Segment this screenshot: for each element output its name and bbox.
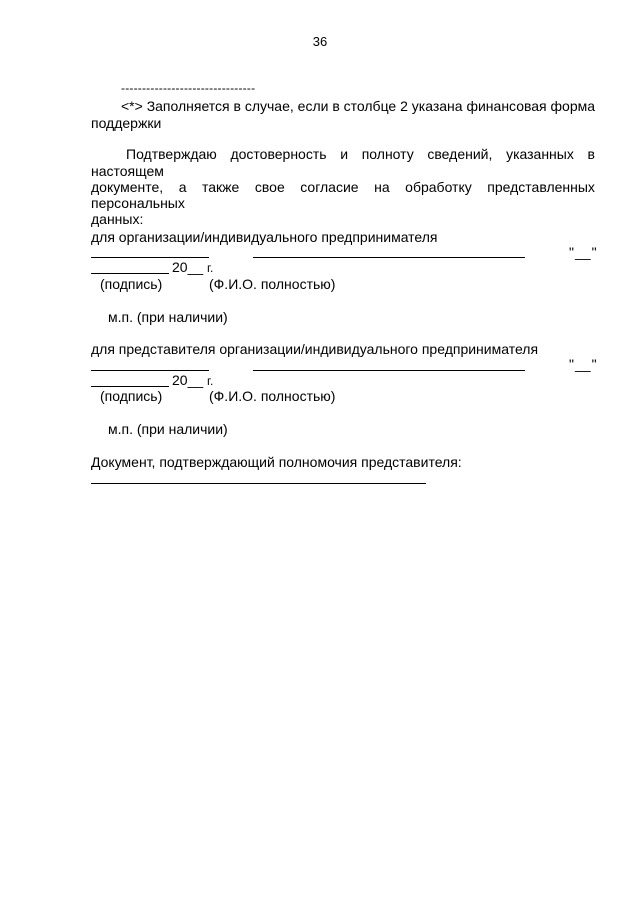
consent-line-4: персональных [91, 195, 185, 211]
consent-word: представленных [487, 179, 595, 195]
org-signature-label: (подпись) [100, 276, 163, 292]
org-stamp: м.п. (при наличии) [108, 309, 228, 325]
rep-stamp: м.п. (при наличии) [108, 421, 228, 437]
rep-signature-line [91, 370, 209, 371]
org-date-quote [569, 244, 597, 260]
quote-close: " [591, 356, 597, 372]
rep-heading: для представителя организации/индивидуального предпринимателя [91, 341, 539, 357]
consent-word: Подтверждаю [126, 146, 217, 162]
org-heading: для организации/индивидуального предпринимателя [91, 229, 438, 245]
quote-dash: __ [574, 244, 591, 260]
consent-word: свое [254, 179, 285, 195]
consent-word: достоверность [230, 146, 327, 162]
footnote-separator: -------------------------------- [121, 81, 256, 95]
page-number: 36 [312, 34, 328, 49]
year-prefix: 20__ [172, 372, 204, 388]
rep-signature-label: (подпись) [100, 388, 163, 404]
year-suffix: г. [207, 374, 214, 388]
consent-word: в [587, 146, 595, 162]
rep-date-quote [569, 356, 597, 372]
authority-label: Документ, подтверждающий полномочия представителя: [91, 454, 462, 470]
org-year [172, 259, 213, 276]
consent-line-1 [126, 146, 595, 162]
quote-open: " [569, 356, 574, 372]
org-signature-line [91, 257, 209, 258]
consent-word: а [178, 179, 187, 195]
footnote-text-line1: <*> Заполняется в случае, если в столбце 2 указана финансовая форма [121, 98, 596, 114]
consent-word: обработку [405, 179, 472, 195]
consent-word: на [374, 179, 390, 195]
consent-word: и [340, 146, 349, 162]
rep-year [172, 372, 213, 389]
consent-word: сведений, [427, 146, 493, 162]
quote-dash: __ [574, 356, 591, 372]
authority-line [91, 483, 426, 484]
consent-line-2: настоящем [91, 163, 164, 179]
consent-word: согласие [300, 179, 359, 195]
year-prefix: 20__ [172, 259, 204, 275]
quote-close: " [591, 244, 597, 260]
consent-word: указанных [506, 146, 574, 162]
rep-name-label: (Ф.И.О. полностью) [209, 388, 336, 404]
org-name-line [253, 257, 525, 258]
year-suffix: г. [207, 261, 214, 275]
rep-month-line [91, 386, 169, 387]
quote-open: " [569, 244, 574, 260]
org-month-line [91, 273, 169, 274]
org-name-label: (Ф.И.О. полностью) [209, 276, 336, 292]
consent-word: также [202, 179, 240, 195]
rep-name-line [253, 370, 525, 371]
consent-word: полноту [361, 146, 414, 162]
consent-line-3 [91, 179, 595, 195]
consent-word: документе, [91, 179, 164, 195]
footnote-text-line2: поддержки [91, 115, 162, 131]
consent-line-5: данных: [91, 211, 144, 227]
